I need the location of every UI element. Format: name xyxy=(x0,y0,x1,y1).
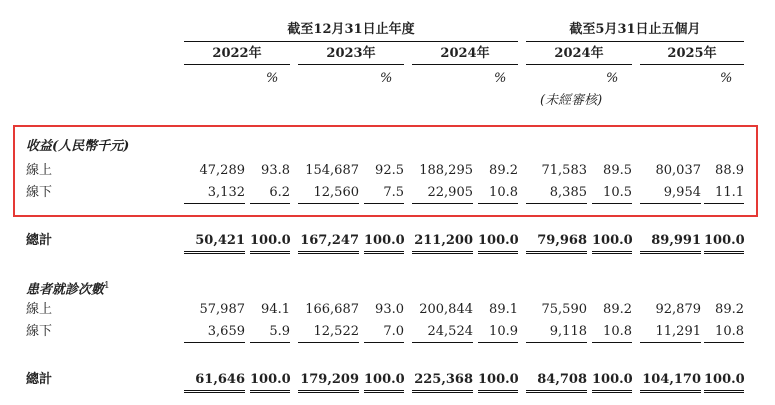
header-group-5m: 截至5月31日止五個月 xyxy=(569,22,701,37)
percent-header: % xyxy=(380,71,393,86)
total-cell: 211,200 xyxy=(414,233,473,248)
total-cell: 100.0 xyxy=(592,233,633,248)
table-cell: 7.5 xyxy=(383,185,404,200)
table-cell: 10.9 xyxy=(489,324,518,339)
subtotal-rule xyxy=(592,203,632,204)
table-cell: 75,590 xyxy=(541,302,587,317)
total-cell: 100.0 xyxy=(364,372,405,387)
total-double-rule xyxy=(364,390,404,393)
total-double-rule xyxy=(592,390,632,393)
total-cell: 100.0 xyxy=(250,233,291,248)
header-group-fy-rule xyxy=(184,41,518,42)
table-cell: 6.2 xyxy=(269,185,290,200)
subtotal-rule xyxy=(526,342,587,343)
total-cell: 225,368 xyxy=(414,372,473,387)
table-cell: 9,118 xyxy=(549,324,587,339)
table-cell: 200,844 xyxy=(419,302,473,317)
total-double-rule xyxy=(184,390,245,393)
total-double-rule xyxy=(526,251,587,254)
table-cell: 92.5 xyxy=(375,163,404,178)
total-label: 總計 xyxy=(26,233,53,248)
subtotal-rule xyxy=(250,203,290,204)
total-cell: 50,421 xyxy=(195,233,245,248)
total-double-rule xyxy=(704,390,744,393)
table-cell: 89.1 xyxy=(489,302,518,317)
table-cell: 8,385 xyxy=(549,185,587,200)
subtotal-rule xyxy=(364,342,404,343)
table-cell: 47,289 xyxy=(199,163,245,178)
table-cell: 10.5 xyxy=(603,185,632,200)
total-label: 總計 xyxy=(26,372,53,387)
total-double-rule xyxy=(704,251,744,254)
total-cell: 100.0 xyxy=(250,372,291,387)
table-cell: 71,583 xyxy=(541,163,587,178)
year-rule xyxy=(526,64,632,65)
subtotal-rule xyxy=(640,203,701,204)
table-cell: 93.0 xyxy=(375,302,404,317)
subtotal-rule xyxy=(298,342,359,343)
total-cell: 100.0 xyxy=(364,233,405,248)
year-header-2022: 2022年 xyxy=(212,46,262,61)
table-cell: 89.2 xyxy=(603,302,632,317)
subtotal-rule xyxy=(704,203,744,204)
total-double-rule xyxy=(478,390,518,393)
table-cell: 10.8 xyxy=(489,185,518,200)
header-group-fy: 截至12月31日止年度 xyxy=(287,22,415,37)
total-double-rule xyxy=(526,390,587,393)
table-cell: 89.5 xyxy=(603,163,632,178)
table-cell: 3,132 xyxy=(207,185,245,200)
total-cell: 100.0 xyxy=(478,233,519,248)
total-double-rule xyxy=(640,251,701,254)
subtotal-rule xyxy=(704,342,744,343)
table-cell: 89.2 xyxy=(489,163,518,178)
total-cell: 84,708 xyxy=(537,372,587,387)
subtotal-rule xyxy=(184,203,245,204)
table-cell: 94.1 xyxy=(261,302,290,317)
table-cell: 7.0 xyxy=(383,324,404,339)
table-cell: 10.8 xyxy=(603,324,632,339)
subtotal-rule xyxy=(640,342,701,343)
table-cell: 154,687 xyxy=(305,163,359,178)
year-header-2023: 2023年 xyxy=(326,46,376,61)
total-cell: 167,247 xyxy=(300,233,359,248)
total-cell: 104,170 xyxy=(642,372,701,387)
row-label: 線上 xyxy=(26,163,53,178)
unaudited-note: (未經審核) xyxy=(540,93,603,108)
percent-header: % xyxy=(494,71,507,86)
total-double-rule xyxy=(592,251,632,254)
table-cell: 5.9 xyxy=(269,324,290,339)
total-double-rule xyxy=(364,251,404,254)
table-cell: 80,037 xyxy=(655,163,701,178)
total-cell: 179,209 xyxy=(300,372,359,387)
total-cell: 61,646 xyxy=(195,372,245,387)
table-cell: 10.8 xyxy=(715,324,744,339)
subtotal-rule xyxy=(478,203,518,204)
table-cell: 93.8 xyxy=(261,163,290,178)
row-label: 線下 xyxy=(26,324,53,339)
table-cell: 12,560 xyxy=(313,185,359,200)
table-cell: 11.1 xyxy=(715,185,744,200)
percent-header: % xyxy=(720,71,733,86)
total-cell: 79,968 xyxy=(537,233,587,248)
year-rule xyxy=(640,64,744,65)
total-double-rule xyxy=(298,390,359,393)
table-cell: 12,522 xyxy=(313,324,359,339)
subtotal-rule xyxy=(592,342,632,343)
table-cell: 9,954 xyxy=(663,185,701,200)
subtotal-rule xyxy=(526,203,587,204)
year-rule xyxy=(184,64,290,65)
revenue-section-title: 收益(人民幣千元) xyxy=(26,139,130,154)
year-header-2024: 2024年 xyxy=(440,46,490,61)
table-cell: 89.2 xyxy=(715,302,744,317)
total-double-rule xyxy=(478,251,518,254)
total-double-rule xyxy=(412,390,473,393)
table-cell: 166,687 xyxy=(305,302,359,317)
total-cell: 100.0 xyxy=(704,372,745,387)
total-cell: 89,991 xyxy=(651,233,701,248)
subtotal-rule xyxy=(412,203,473,204)
total-double-rule xyxy=(184,251,245,254)
total-double-rule xyxy=(640,390,701,393)
subtotal-rule xyxy=(478,342,518,343)
year-rule xyxy=(298,64,404,65)
total-double-rule xyxy=(412,251,473,254)
table-cell: 3,659 xyxy=(207,324,245,339)
total-double-rule xyxy=(250,390,290,393)
visits-title-text: 患者就診次數 xyxy=(26,282,105,298)
total-double-rule xyxy=(298,251,359,254)
table-cell: 24,524 xyxy=(427,324,473,339)
percent-header: % xyxy=(606,71,619,86)
total-cell: 100.0 xyxy=(592,372,633,387)
table-cell: 188,295 xyxy=(419,163,473,178)
subtotal-rule xyxy=(412,342,473,343)
year-header-2025-5m: 2025年 xyxy=(667,46,717,61)
total-double-rule xyxy=(250,251,290,254)
year-rule xyxy=(412,64,518,65)
footnote-marker: 1 xyxy=(104,281,110,291)
header-group-5m-rule xyxy=(526,41,744,42)
table-cell: 88.9 xyxy=(715,163,744,178)
subtotal-rule xyxy=(250,342,290,343)
percent-header: % xyxy=(266,71,279,86)
subtotal-rule xyxy=(364,203,404,204)
subtotal-rule xyxy=(184,342,245,343)
table-cell: 57,987 xyxy=(199,302,245,317)
table-cell: 22,905 xyxy=(427,185,473,200)
table-cell: 11,291 xyxy=(655,324,701,339)
total-cell: 100.0 xyxy=(478,372,519,387)
visits-section-title xyxy=(26,278,110,298)
row-label: 線上 xyxy=(26,302,53,317)
year-header-2024-5m: 2024年 xyxy=(554,46,604,61)
total-cell: 100.0 xyxy=(704,233,745,248)
subtotal-rule xyxy=(298,203,359,204)
table-cell: 92,879 xyxy=(655,302,701,317)
row-label: 線下 xyxy=(26,185,53,200)
